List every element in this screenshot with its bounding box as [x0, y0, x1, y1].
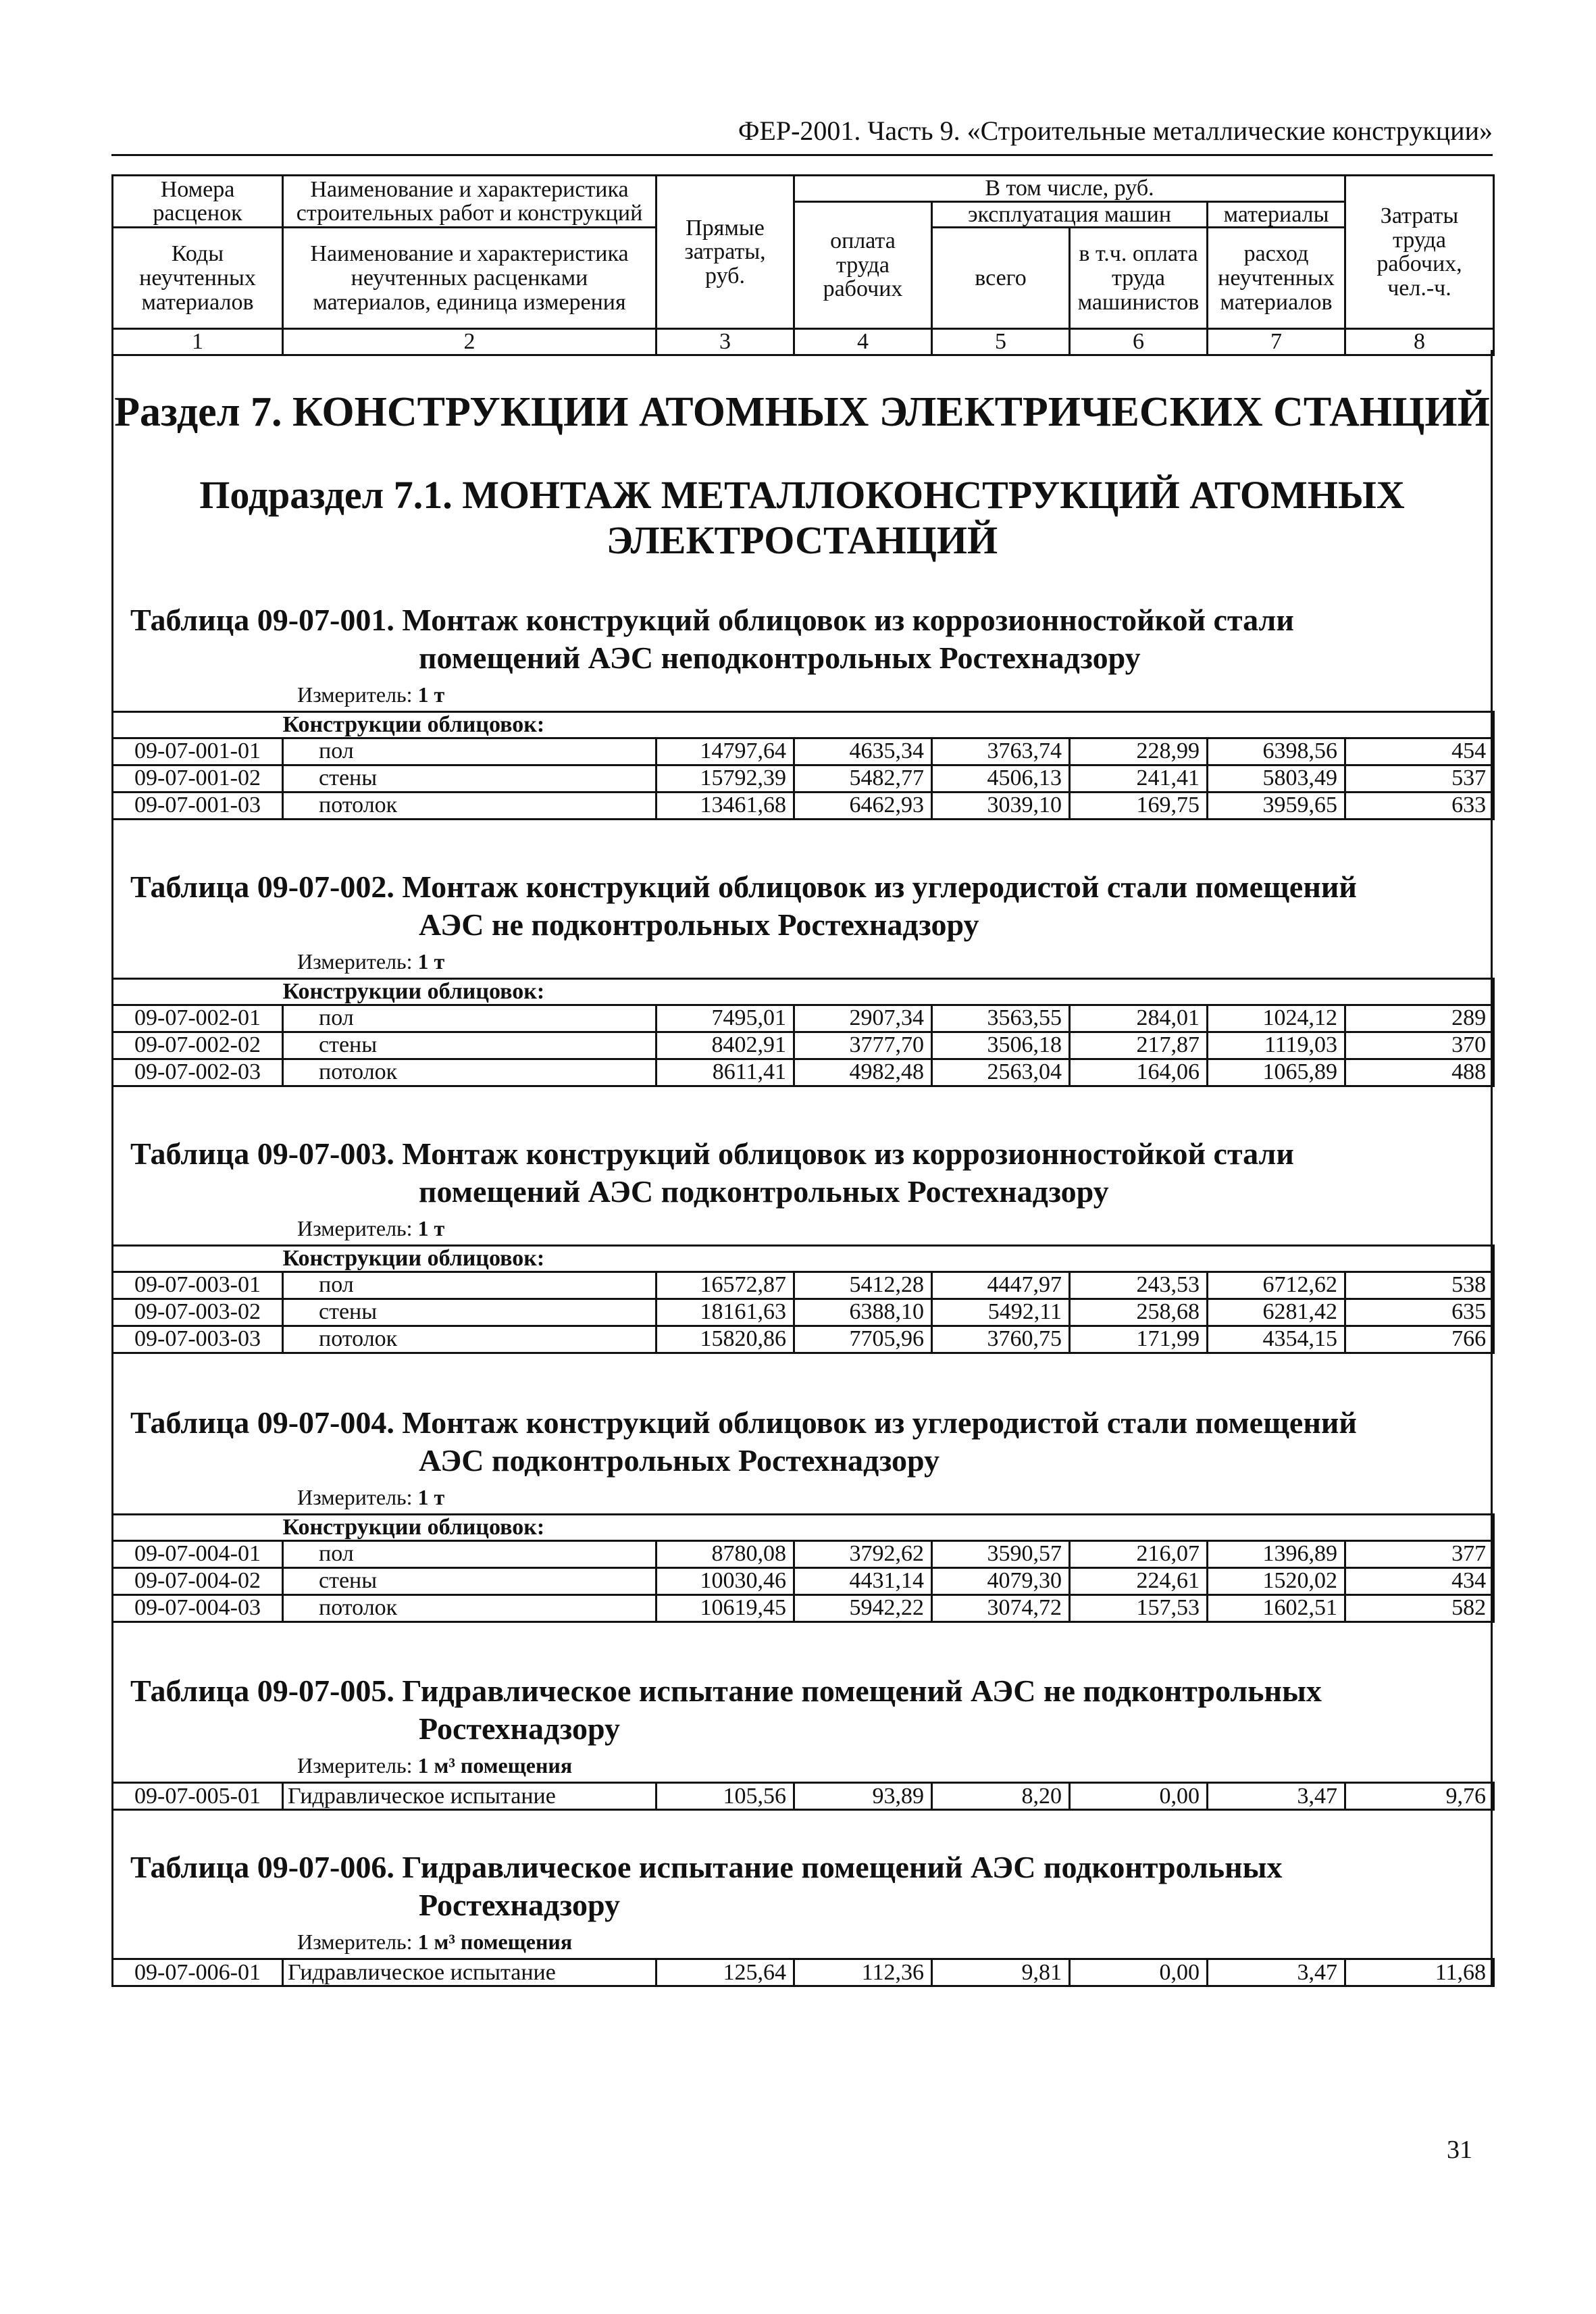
table-title-line2: АЭС не подконтрольных Ростехнадзору — [419, 907, 979, 942]
table-row — [113, 1540, 1494, 1567]
cell-c4: 93,89 — [794, 1783, 932, 1810]
table-unit — [297, 1753, 572, 1778]
table-row — [113, 1594, 1494, 1621]
machines-header: эксплуатация машин — [932, 201, 1208, 228]
frame-left — [111, 350, 113, 1985]
cell-c7: 3959,65 — [1208, 792, 1345, 819]
cell-c4: 6462,93 — [794, 792, 932, 819]
unit-label: Измеритель: — [297, 682, 418, 707]
col-number-2: 2 — [283, 329, 657, 355]
table-row — [113, 1059, 1494, 1086]
cell-c7: 1119,03 — [1208, 1032, 1345, 1059]
subsection-title-line2: ЭЛЕКТРОСТАНЦИЙ — [606, 518, 998, 562]
cell-c3: 14797,64 — [657, 738, 794, 765]
rate-code: 09-07-001-01 — [113, 738, 283, 765]
cell-c3: 10619,45 — [657, 1594, 794, 1621]
cell-c5: 4506,13 — [932, 765, 1070, 792]
cell-c5: 5492,11 — [932, 1299, 1070, 1326]
cell-c5: 8,20 — [932, 1783, 1070, 1810]
rate-table — [111, 1513, 1495, 1623]
cell-c3: 7495,01 — [657, 1005, 794, 1032]
unit-value: 1 м³ помещения — [417, 1753, 573, 1778]
table-title-line2: помещений АЭС неподконтрольных Ростехнадзору — [419, 640, 1141, 675]
rate-code: 09-07-004-01 — [113, 1540, 283, 1567]
work-name: потолок — [283, 1059, 657, 1086]
cell-c7: 6281,42 — [1208, 1299, 1345, 1326]
table-unit — [297, 1930, 572, 1955]
cell-c8: 488 — [1345, 1059, 1494, 1086]
cell-c6: 258,68 — [1070, 1299, 1208, 1326]
cell-c6: 243,53 — [1070, 1272, 1208, 1299]
rate-code: 09-07-002-03 — [113, 1059, 283, 1086]
cell-c5: 3563,55 — [932, 1005, 1070, 1032]
work-name: стены — [283, 1032, 657, 1059]
cell-c7: 6398,56 — [1208, 738, 1345, 765]
cell-c6: 241,41 — [1070, 765, 1208, 792]
frame-right — [1491, 350, 1493, 1985]
rate-code: 09-07-004-03 — [113, 1594, 283, 1621]
table-row — [113, 738, 1494, 765]
cell-c8: 434 — [1345, 1567, 1494, 1594]
cell-c4: 3792,62 — [794, 1540, 932, 1567]
group-label: Конструкции облицовок: — [283, 979, 1494, 1005]
cell-c5: 3760,75 — [932, 1326, 1070, 1353]
col2-bottom-header: Наименование и характеристика неучтенных расценками материалов, единица измерения — [283, 228, 657, 329]
cell-c7: 3,47 — [1208, 1959, 1345, 1986]
column-header-table — [111, 174, 1495, 356]
rate-code: 09-07-001-03 — [113, 792, 283, 819]
cell-c7: 4354,15 — [1208, 1326, 1345, 1353]
work-name: потолок — [283, 1326, 657, 1353]
work-name: Гидравлическое испытание — [283, 1783, 657, 1810]
cell-c3: 125,64 — [657, 1959, 794, 1986]
group-label: Конструкции облицовок: — [283, 712, 1494, 738]
cell-c8: 9,76 — [1345, 1783, 1494, 1810]
cell-c8: 582 — [1345, 1594, 1494, 1621]
table-title-line2: Ростехнадзору — [419, 1711, 620, 1746]
rate-table — [111, 978, 1495, 1087]
rate-code: 09-07-005-01 — [113, 1783, 283, 1810]
cell-c3: 15792,39 — [657, 765, 794, 792]
rate-code: 09-07-003-02 — [113, 1299, 283, 1326]
cell-c8: 454 — [1345, 738, 1494, 765]
cell-c6: 0,00 — [1070, 1959, 1208, 1986]
cell-c8: 633 — [1345, 792, 1494, 819]
cell-c7: 1602,51 — [1208, 1594, 1345, 1621]
cell-c5: 4079,30 — [932, 1567, 1070, 1594]
table-row — [113, 792, 1494, 819]
table-row — [113, 1032, 1494, 1059]
table-title-line1: Таблица 09-07-001. Монтаж конструкций облицовок из коррозионностойкой стали — [130, 603, 1294, 637]
rate-code: 09-07-003-01 — [113, 1272, 283, 1299]
running-header: ФЕР-2001. Часть 9. «Строительные металлические конструкции» — [738, 116, 1493, 146]
page-number: 31 — [1447, 2136, 1472, 2164]
cell-c6: 284,01 — [1070, 1005, 1208, 1032]
cell-c8: 537 — [1345, 765, 1494, 792]
rate-code: 09-07-006-01 — [113, 1959, 283, 1986]
rate-table — [111, 1782, 1495, 1811]
work-name: пол — [283, 1540, 657, 1567]
col-number-1: 1 — [113, 329, 283, 355]
unit-label: Измеритель: — [297, 949, 418, 974]
cell-c4: 5482,77 — [794, 765, 932, 792]
cell-c6: 228,99 — [1070, 738, 1208, 765]
cell-c7: 5803,49 — [1208, 765, 1345, 792]
cell-c6: 216,07 — [1070, 1540, 1208, 1567]
table-row — [113, 1272, 1494, 1299]
cell-c6: 171,99 — [1070, 1326, 1208, 1353]
cell-c5: 3506,18 — [932, 1032, 1070, 1059]
cell-c8: 635 — [1345, 1299, 1494, 1326]
cell-c5: 3590,57 — [932, 1540, 1070, 1567]
cell-c3: 8611,41 — [657, 1059, 794, 1086]
cell-c4: 2907,34 — [794, 1005, 932, 1032]
cell-c6: 157,53 — [1070, 1594, 1208, 1621]
col2-top-header: Наименование и характеристика строительных работ и конструкций — [283, 176, 657, 228]
cell-c5: 9,81 — [932, 1959, 1070, 1986]
cell-c5: 3763,74 — [932, 738, 1070, 765]
cell-c3: 15820,86 — [657, 1326, 794, 1353]
table-row — [113, 1005, 1494, 1032]
cell-c3: 16572,87 — [657, 1272, 794, 1299]
rate-code: 09-07-002-01 — [113, 1005, 283, 1032]
cell-c3: 18161,63 — [657, 1299, 794, 1326]
work-name: пол — [283, 738, 657, 765]
cell-c7: 1065,89 — [1208, 1059, 1345, 1086]
rate-code: 09-07-001-02 — [113, 765, 283, 792]
unit-label: Измеритель: — [297, 1753, 418, 1778]
work-name: стены — [283, 1299, 657, 1326]
rate-code: 09-07-003-03 — [113, 1326, 283, 1353]
table-title-line2: помещений АЭС подконтрольных Ростехнадзору — [419, 1174, 1109, 1209]
cell-c8: 289 — [1345, 1005, 1494, 1032]
col-number-4: 4 — [794, 329, 932, 355]
table-unit — [297, 682, 444, 707]
group-label: Конструкции облицовок: — [283, 1246, 1494, 1272]
unit-value: 1 т — [417, 1216, 445, 1240]
table-row — [113, 1299, 1494, 1326]
cell-c3: 105,56 — [657, 1783, 794, 1810]
table-unit — [297, 949, 444, 974]
cell-c8: 538 — [1345, 1272, 1494, 1299]
table-unit — [297, 1485, 444, 1510]
table-title-line2: Ростехнадзору — [419, 1888, 620, 1922]
cell-c6: 224,61 — [1070, 1567, 1208, 1594]
cell-c5: 3039,10 — [932, 792, 1070, 819]
col1-bottom-header: Коды неучтенных материалов — [113, 228, 283, 329]
cell-c6: 0,00 — [1070, 1783, 1208, 1810]
unit-label: Измеритель: — [297, 1485, 418, 1509]
cell-c4: 5942,22 — [794, 1594, 932, 1621]
cell-c3: 8402,91 — [657, 1032, 794, 1059]
table-row — [113, 765, 1494, 792]
col8-header: Затраты труда рабочих, чел.-ч. — [1345, 176, 1494, 329]
rate-code: 09-07-002-02 — [113, 1032, 283, 1059]
cell-c8: 11,68 — [1345, 1959, 1494, 1986]
rate-table — [111, 711, 1495, 820]
work-name: пол — [283, 1272, 657, 1299]
header-rule — [111, 154, 1493, 156]
cell-c4: 4635,34 — [794, 738, 932, 765]
work-name: пол — [283, 1005, 657, 1032]
unit-value: 1 т — [417, 682, 445, 707]
cell-c4: 112,36 — [794, 1959, 932, 1986]
table-title-line1: Таблица 09-07-005. Гидравлическое испытание помещений АЭС не подконтрольных — [130, 1674, 1322, 1708]
table-row — [113, 1326, 1494, 1353]
incl-header: В том числе, руб. — [794, 176, 1345, 202]
subsection-title-line1: Подраздел 7.1. МОНТАЖ МЕТАЛЛОКОНСТРУКЦИЙ АТОМНЫХ — [199, 473, 1405, 517]
cell-c4: 3777,70 — [794, 1032, 932, 1059]
cell-c7: 6712,62 — [1208, 1272, 1345, 1299]
table-title-line1: Таблица 09-07-002. Монтаж конструкций облицовок из углеродистой стали помещений — [130, 870, 1357, 904]
col-number-5: 5 — [932, 329, 1070, 355]
col-number-8: 8 — [1345, 329, 1494, 355]
cell-c5: 3074,72 — [932, 1594, 1070, 1621]
rate-code: 09-07-004-02 — [113, 1567, 283, 1594]
section-title: Раздел 7. КОНСТРУКЦИИ АТОМНЫХ ЭЛЕКТРИЧЕСКИХ СТАНЦИЙ — [114, 389, 1490, 435]
unit-value: 1 м³ помещения — [417, 1930, 573, 1954]
cell-c3: 13461,68 — [657, 792, 794, 819]
table-title-line2: АЭС подконтрольных Ростехнадзору — [419, 1443, 940, 1478]
work-name: потолок — [283, 792, 657, 819]
cell-c6: 169,75 — [1070, 792, 1208, 819]
cell-c5: 4447,97 — [932, 1272, 1070, 1299]
group-label: Конструкции облицовок: — [283, 1515, 1494, 1541]
table-title-line1: Таблица 09-07-004. Монтаж конструкций облицовок из углеродистой стали помещений — [130, 1405, 1357, 1440]
col-number-6: 6 — [1070, 329, 1208, 355]
cell-c6: 164,06 — [1070, 1059, 1208, 1086]
cell-c5: 2563,04 — [932, 1059, 1070, 1086]
col7-header: расход неучтенных материалов — [1208, 228, 1345, 329]
col-number-7: 7 — [1208, 329, 1345, 355]
cell-c7: 1520,02 — [1208, 1567, 1345, 1594]
cell-c3: 8780,08 — [657, 1540, 794, 1567]
cell-c7: 3,47 — [1208, 1783, 1345, 1810]
work-name: стены — [283, 765, 657, 792]
rate-table — [111, 1244, 1495, 1354]
col-number-3: 3 — [657, 329, 794, 355]
table-title-line1: Таблица 09-07-006. Гидравлическое испытание помещений АЭС подконтрольных — [130, 1850, 1283, 1884]
table-row — [113, 1959, 1494, 1986]
unit-label: Измеритель: — [297, 1216, 418, 1240]
work-name: стены — [283, 1567, 657, 1594]
work-name: Гидравлическое испытание — [283, 1959, 657, 1986]
materials-header: материалы — [1208, 201, 1345, 228]
col5-header: всего — [932, 228, 1070, 329]
unit-value: 1 т — [417, 1485, 445, 1509]
col3-header: Прямые затраты, руб. — [657, 176, 794, 329]
col6-header: в т.ч. оплата труда машинистов — [1070, 228, 1208, 329]
table-row — [113, 1783, 1494, 1810]
table-unit — [297, 1216, 444, 1241]
cell-c7: 1024,12 — [1208, 1005, 1345, 1032]
cell-c4: 4431,14 — [794, 1567, 932, 1594]
cell-c4: 5412,28 — [794, 1272, 932, 1299]
cell-c3: 10030,46 — [657, 1567, 794, 1594]
cell-c4: 4982,48 — [794, 1059, 932, 1086]
work-name: потолок — [283, 1594, 657, 1621]
cell-c6: 217,87 — [1070, 1032, 1208, 1059]
cell-c8: 370 — [1345, 1032, 1494, 1059]
col1-top-header: Номера расценок — [113, 176, 283, 228]
table-row — [113, 1567, 1494, 1594]
unit-label: Измеритель: — [297, 1930, 418, 1954]
table-title-line1: Таблица 09-07-003. Монтаж конструкций облицовок из коррозионностойкой стали — [130, 1136, 1294, 1171]
cell-c7: 1396,89 — [1208, 1540, 1345, 1567]
col4-header: оплата труда рабочих — [794, 201, 932, 329]
cell-c8: 377 — [1345, 1540, 1494, 1567]
cell-c4: 6388,10 — [794, 1299, 932, 1326]
rate-table — [111, 1958, 1495, 1987]
cell-c4: 7705,96 — [794, 1326, 932, 1353]
cell-c8: 766 — [1345, 1326, 1494, 1353]
unit-value: 1 т — [417, 949, 445, 974]
